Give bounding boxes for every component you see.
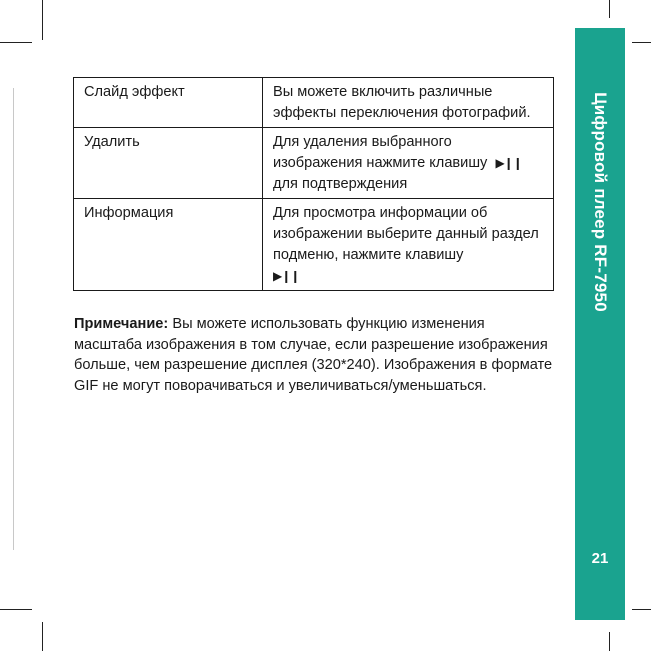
table-cell-name: Слайд эффект (74, 78, 263, 128)
crop-mark (0, 609, 32, 610)
table-cell-description (263, 199, 554, 291)
note-text: Вы можете использовать функцию изменения масштаба изображения в том случае, если разрешение изображения больше, чем разрешение дисплея (320*240). Изображения в формате GIF не могут поворачиваться и увеличиваться/уменьшаться. (74, 316, 553, 394)
play-pause-icon: ▶❙❙ (273, 269, 300, 283)
note-paragraph (74, 314, 556, 396)
table-row (74, 78, 554, 128)
table-cell-description (263, 128, 554, 199)
play-pause-icon: ▶❙❙ (495, 156, 522, 170)
description-text: Для удаления выбранного изображения нажмите клавишу (273, 134, 488, 171)
crop-mark (609, 0, 610, 18)
margin-rule (13, 88, 14, 550)
crop-mark (42, 622, 43, 651)
crop-mark (632, 42, 651, 43)
table-row (74, 199, 554, 291)
description-text: Для просмотра информации об изображении выберите данный раздел подменю, нажмите клавишу (273, 205, 539, 263)
table-row (74, 128, 554, 199)
side-tab-title: Цифровой плеер RF-7950 (591, 92, 610, 312)
crop-mark (632, 609, 651, 610)
settings-table (73, 77, 554, 291)
crop-mark (0, 42, 32, 43)
crop-mark (609, 632, 610, 651)
table-cell-name: Удалить (74, 128, 263, 199)
description-text: для подтверждения (273, 176, 408, 192)
note-label: Примечание: (74, 316, 169, 332)
page-number: 21 (591, 550, 609, 567)
table-cell-description: Вы можете включить различные эффекты переключения фотографий. (263, 78, 554, 128)
table-cell-name: Информация (74, 199, 263, 291)
crop-mark (42, 0, 43, 40)
